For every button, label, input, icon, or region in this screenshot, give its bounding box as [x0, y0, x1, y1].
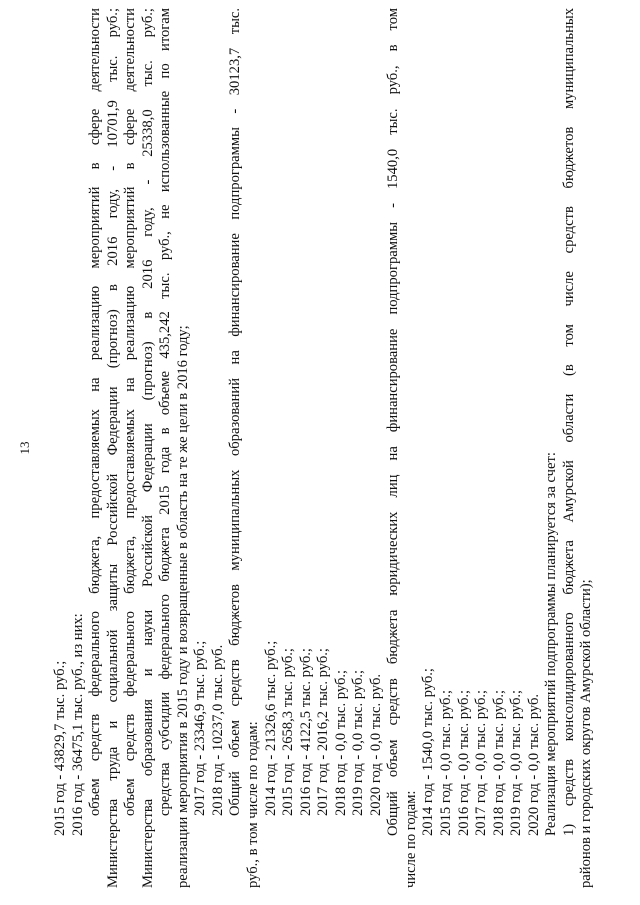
text-line: 2019 год - 0,0 тыс. руб.; — [508, 689, 525, 836]
text-line: 2016 год - 4122,5 тыс. руб.; — [297, 648, 314, 816]
text-line: 2017 год - 2016,2 тыс. руб.; — [315, 648, 332, 816]
text-line: 2016 год - 36475,1 тыс. руб., из них: — [69, 613, 86, 836]
text-line: Реализация мероприятий подпрограммы планируется за счет: — [543, 452, 560, 836]
text-line: объем средств федерального бюджета, предоставляемых на реализацию мероприятий в сфере деятельности — [122, 8, 139, 816]
text-line: 1) средств консолидированного бюджета Амурской области (в том числе средств бюджетов муниципальных — [560, 8, 577, 836]
text-line: 2017 год - 0,0 тыс. руб.; — [473, 689, 490, 836]
text-line: 2019 год - 0,0 тыс. руб.; — [350, 669, 367, 816]
text-line: объем средств федерального бюджета, предоставляемых на реализацию мероприятий в сфере деятельности — [87, 8, 104, 816]
text-line: 2016 год - 0,0 тыс. руб.; — [455, 689, 472, 836]
text-line: Министерства труда и социальной защиты Российской Федерации (прогноз) в 2016 году, - 10701,9 тыс. руб.; — [104, 8, 121, 888]
text-line: числе по годам: — [402, 790, 419, 888]
text-line: реализации мероприятия в 2015 году и возвращенные в область на те же цели в 2016 году; — [174, 325, 191, 888]
text-line: Министерства образования и науки Российской Федерации (прогноз) в 2016 году, - 25338,0 тыс. руб.; — [139, 8, 156, 888]
text-line: 2017 год - 23346,9 тыс. руб.; — [192, 640, 209, 816]
text-line: 2014 год - 21326,6 тыс. руб.; — [262, 640, 279, 816]
text-line: 2020 год - 0,0 тыс. руб. — [525, 693, 542, 836]
text-line: Общий объем средств бюджета юридических лиц на финансирование подпрограммы - 1540,0 тыс. руб., в том — [385, 8, 402, 836]
text-line: 2015 год - 2658,3 тыс. руб.; — [280, 648, 297, 816]
text-line: руб., в том числе по годам: — [245, 721, 262, 888]
text-line: 2015 год - 43829,7 тыс. руб.; — [52, 660, 68, 836]
text-line: 2015 год - 0,0 тыс. руб.; — [438, 689, 455, 836]
rotated-page — [17, 8, 597, 888]
text-line: 2018 год - 10237,0 тыс. руб. — [209, 644, 226, 816]
text-line: Общий объем средств бюджетов муниципальных образований на финансирование подпрограммы - 30123,7 тыс. — [227, 8, 244, 816]
text-line: средства субсидии федерального бюджета 2015 года в объеме 435,242 тыс. руб., не использованные по итогам — [157, 8, 174, 816]
text-line: 2018 год - 0,0 тыс. руб.; — [332, 669, 349, 816]
text-line: 2018 год - 0,0 тыс. руб.; — [490, 689, 507, 836]
text-line: районов и городских округов Амурской области); — [578, 579, 595, 888]
page-number: 13 — [17, 441, 32, 455]
text-line: 2014 год - 1540,0 тыс. руб.; — [420, 668, 437, 836]
text-line: 2020 год - 0,0 тыс. руб. — [367, 673, 384, 816]
